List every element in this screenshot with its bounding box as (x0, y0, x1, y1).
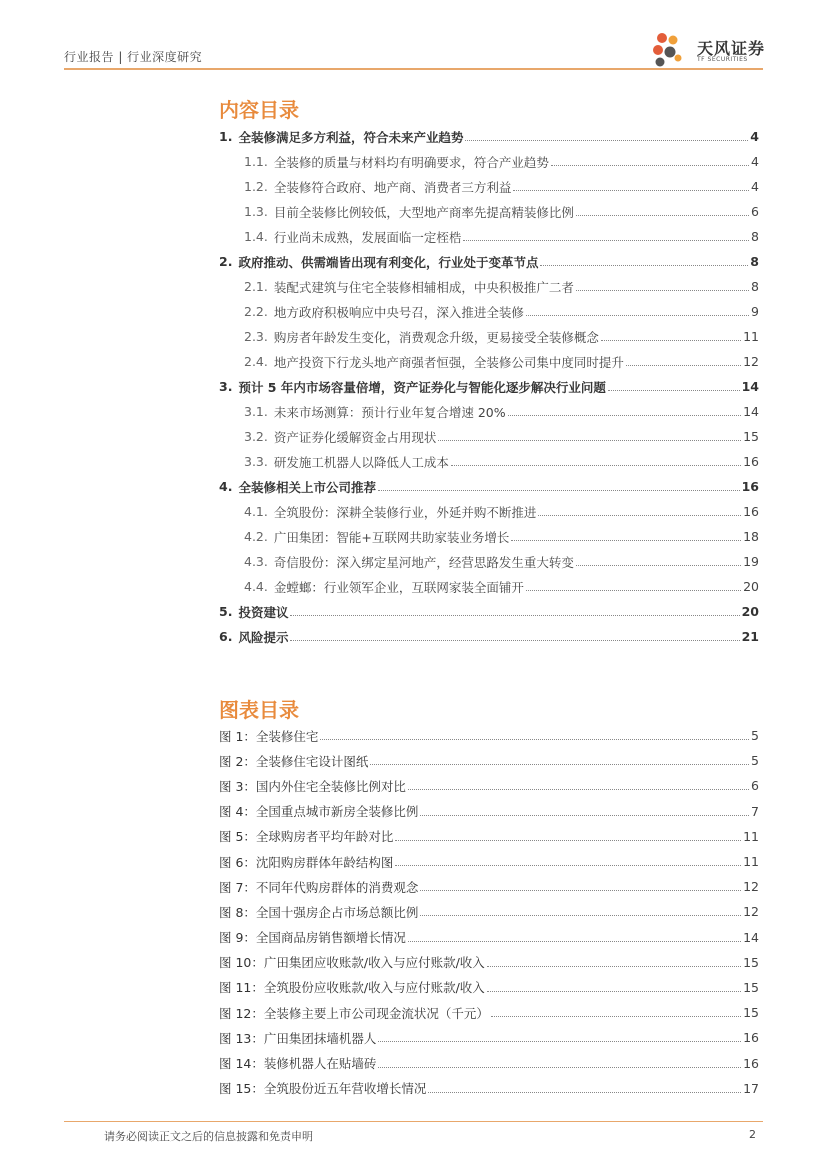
figure-entry[interactable] (219, 1000, 759, 1025)
toc-number: 2.4. (244, 354, 268, 369)
toc-page: 20 (741, 604, 759, 619)
figure-page: 11 (743, 854, 759, 870)
toc-page: 19 (743, 554, 759, 569)
dot-leader (540, 265, 748, 266)
dot-leader (513, 190, 749, 191)
toc-number: 6. (219, 629, 233, 644)
figure-list (219, 723, 759, 1101)
toc-label: 目前全装修比例较低，大型地产商率先提高精装修比例 (273, 204, 574, 220)
toc-chapter[interactable] (219, 249, 759, 274)
figure-entry[interactable] (219, 874, 759, 899)
toc-label: 地方政府积极响应中央号召，深入推进全装修 (273, 304, 524, 320)
dot-leader (626, 365, 741, 366)
figure-page: 14 (743, 929, 759, 945)
toc-section[interactable] (219, 549, 759, 574)
disclaimer: 请务必阅读正文之后的信息披露和免责申明 (104, 1130, 313, 1143)
toc-number: 3.3. (244, 454, 268, 469)
toc-page: 20 (743, 579, 759, 594)
dot-leader (551, 165, 749, 166)
dot-leader (576, 565, 741, 566)
figure-label: 图 15：全筑股份近五年营收增长情况 (219, 1081, 427, 1097)
dot-leader (420, 890, 741, 891)
toc-number: 3.1. (244, 404, 268, 419)
report-category: 行业报告 | 行业深度研究 (64, 50, 203, 64)
dot-leader (378, 1067, 741, 1068)
figure-label: 图 14：装修机器人在贴墙砖 (219, 1056, 377, 1072)
toc-label: 广田集团：智能+互联网共助家装业务增长 (273, 529, 510, 545)
toc-list (219, 124, 759, 649)
toc-section[interactable] (219, 449, 759, 474)
toc-chapter[interactable] (219, 624, 759, 649)
toc-number: 1.2. (244, 179, 268, 194)
figure-entry[interactable] (219, 1050, 759, 1075)
figure-entry[interactable] (219, 1025, 759, 1050)
figure-entry[interactable] (219, 1076, 759, 1101)
toc-page: 11 (743, 329, 759, 344)
figure-label: 图 11：全筑股份应收账款/收入与应付账款/收入 (219, 980, 485, 996)
page-number: 2 (749, 1128, 756, 1141)
figure-entry[interactable] (219, 799, 759, 824)
toc-chapter[interactable] (219, 599, 759, 624)
figure-list-title: 图表目录 (219, 698, 299, 722)
toc-section[interactable] (219, 524, 759, 549)
figure-page: 16 (743, 1030, 759, 1046)
figure-page: 7 (751, 803, 759, 819)
figure-entry[interactable] (219, 925, 759, 950)
toc-number: 5. (219, 604, 233, 619)
toc-label: 资产证券化缓解资金占用现状 (273, 429, 437, 445)
toc-label: 地产投资下行龙头地产商强者恒强，全装修公司集中度同时提升 (273, 354, 624, 370)
figure-label: 图 9：全国商品房销售额增长情况 (219, 930, 406, 946)
toc-section[interactable] (219, 299, 759, 324)
dot-leader (378, 490, 740, 491)
dot-leader (465, 140, 748, 141)
toc-section[interactable] (219, 424, 759, 449)
toc-label: 购房者年龄发生变化，消费观念升级，更易接受全装修概念 (273, 329, 599, 345)
dot-leader (487, 991, 741, 992)
toc-number: 2.1. (244, 279, 268, 294)
toc-number: 1.3. (244, 204, 268, 219)
toc-label: 全装修相关上市公司推荐 (238, 479, 376, 495)
toc-number: 2.2. (244, 304, 268, 319)
dot-leader (463, 240, 749, 241)
dot-leader (487, 966, 741, 967)
dot-leader (420, 915, 741, 916)
toc-label: 预计 5 年内市场容量倍增，资产证券化与智能化逐步解决行业问题 (238, 379, 606, 395)
figure-entry[interactable] (219, 773, 759, 798)
toc-page: 8 (751, 279, 759, 294)
figure-entry[interactable] (219, 723, 759, 748)
toc-page: 15 (743, 429, 759, 444)
dot-leader (378, 1041, 741, 1042)
figure-label: 图 8：全国十强房企占市场总额比例 (219, 904, 419, 920)
brand-name: 天风证券 (697, 39, 766, 58)
dot-leader (576, 215, 749, 216)
toc-section[interactable] (219, 149, 759, 174)
toc-label: 装配式建筑与住宅全装修相辅相成，中央积极推广二者 (273, 279, 574, 295)
dot-leader (511, 540, 741, 541)
toc-chapter[interactable] (219, 124, 759, 149)
toc-page: 8 (751, 229, 759, 244)
toc-section[interactable] (219, 324, 759, 349)
dot-leader (438, 440, 741, 441)
toc-number: 1.1. (244, 154, 268, 169)
dot-leader (576, 290, 749, 291)
figure-entry[interactable] (219, 849, 759, 874)
figure-page: 12 (743, 904, 759, 920)
toc-section[interactable] (219, 349, 759, 374)
dot-leader (601, 340, 741, 341)
dot-leader (290, 615, 739, 616)
dot-leader (408, 941, 741, 942)
figure-entry[interactable] (219, 975, 759, 1000)
figure-label: 图 10：广田集团应收账款/收入与应付账款/收入 (219, 955, 485, 971)
figure-label: 图 12：全装修主要上市公司现金流状况（千元） (219, 1005, 489, 1021)
figure-page: 11 (743, 828, 759, 844)
figure-label: 图 7：不同年代购房群体的消费观念 (219, 879, 419, 895)
figure-label: 图 4：全国重点城市新房全装修比例 (219, 804, 419, 820)
toc-page: 14 (741, 379, 759, 394)
toc-page: 4 (751, 179, 759, 194)
toc-label: 风险提示 (238, 629, 289, 645)
toc-label: 研发施工机器人以降低人工成本 (273, 454, 449, 470)
toc-number: 2.3. (244, 329, 268, 344)
dot-leader (290, 640, 739, 641)
figure-page: 16 (743, 1055, 759, 1071)
toc-section[interactable] (219, 199, 759, 224)
figure-label: 图 3：国内外住宅全装修比例对比 (219, 778, 406, 794)
dot-leader (428, 1092, 741, 1093)
dot-leader (526, 590, 741, 591)
toc-number: 4.2. (244, 529, 268, 544)
toc-section[interactable] (219, 224, 759, 249)
toc-page: 21 (741, 629, 759, 644)
toc-number: 3. (219, 379, 233, 394)
toc-number: 3.2. (244, 429, 268, 444)
dot-leader (420, 815, 749, 816)
toc-page: 6 (751, 204, 759, 219)
dot-leader (451, 465, 741, 466)
figure-page: 15 (743, 954, 759, 970)
dot-leader (508, 415, 741, 416)
dot-leader (608, 390, 740, 391)
toc-label: 投资建议 (238, 604, 289, 620)
figure-page: 5 (751, 753, 759, 769)
toc-number: 2. (219, 254, 233, 269)
toc-label: 政府推动、供需端皆出现有利变化，行业处于变革节点 (238, 254, 539, 270)
toc-page: 4 (750, 129, 759, 144)
toc-page: 18 (743, 529, 759, 544)
figure-entry[interactable] (219, 748, 759, 773)
dot-leader (538, 515, 741, 516)
figure-label: 图 6：沈阳购房群体年龄结构图 (219, 854, 394, 870)
toc-page: 16 (743, 504, 759, 519)
toc-label: 全筑股份：深耕全装修行业，外延并购不断推进 (273, 504, 537, 520)
toc-page: 4 (751, 154, 759, 169)
brand-subtitle: TF SECURITIES (697, 56, 748, 63)
figure-label: 图 1：全装修住宅 (219, 728, 319, 744)
figure-label: 图 5：全球购房者平均年龄对比 (219, 829, 394, 845)
toc-page: 8 (750, 254, 759, 269)
footer-divider (64, 1121, 763, 1122)
toc-section[interactable] (219, 499, 759, 524)
toc-number: 4.4. (244, 579, 268, 594)
dot-leader (395, 865, 741, 866)
dot-leader (408, 789, 749, 790)
figure-entry[interactable] (219, 950, 759, 975)
toc-chapter[interactable] (219, 374, 759, 399)
toc-section[interactable] (219, 399, 759, 424)
toc-label: 金螳螂：行业领军企业，互联网家装全面铺开 (273, 579, 524, 595)
dot-leader (320, 739, 749, 740)
figure-page: 12 (743, 879, 759, 895)
toc-label: 奇信股份：深入绑定星河地产，经营思路发生重大转变 (273, 554, 574, 570)
figure-label: 图 2：全装修住宅设计图纸 (219, 753, 369, 769)
toc-label: 全装修的质量与材料均有明确要求，符合产业趋势 (273, 154, 549, 170)
toc-number: 1. (219, 129, 233, 144)
toc-page: 16 (741, 479, 759, 494)
dot-leader (526, 315, 749, 316)
toc-label: 未来市场测算：预计行业年复合增速 20% (273, 404, 506, 420)
toc-label: 全装修满足多方利益，符合未来产业趋势 (238, 129, 464, 145)
toc-title: 内容目录 (219, 98, 299, 122)
figure-page: 17 (743, 1080, 759, 1096)
dot-leader (395, 840, 741, 841)
toc-page: 9 (751, 304, 759, 319)
figure-page: 15 (743, 1005, 759, 1021)
figure-page: 15 (743, 979, 759, 995)
toc-section[interactable] (219, 574, 759, 599)
toc-number: 4.3. (244, 554, 268, 569)
toc-chapter[interactable] (219, 474, 759, 499)
dot-leader (491, 1016, 741, 1017)
toc-number: 1.4. (244, 229, 268, 244)
toc-label: 行业尚未成熟，发展面临一定桎梏 (273, 229, 462, 245)
figure-label: 图 13：广田集团抹墙机器人 (219, 1030, 377, 1046)
figure-page: 5 (751, 728, 759, 744)
toc-number: 4. (219, 479, 233, 494)
toc-section[interactable] (219, 174, 759, 199)
figure-entry[interactable] (219, 899, 759, 924)
toc-page: 14 (743, 404, 759, 419)
figure-entry[interactable] (219, 824, 759, 849)
toc-page: 16 (743, 454, 759, 469)
toc-number: 4.1. (244, 504, 268, 519)
figure-page: 6 (751, 778, 759, 794)
toc-page: 12 (743, 354, 759, 369)
toc-section[interactable] (219, 274, 759, 299)
toc-label: 全装修符合政府、地产商、消费者三方利益 (273, 179, 512, 195)
dot-leader (370, 764, 749, 765)
